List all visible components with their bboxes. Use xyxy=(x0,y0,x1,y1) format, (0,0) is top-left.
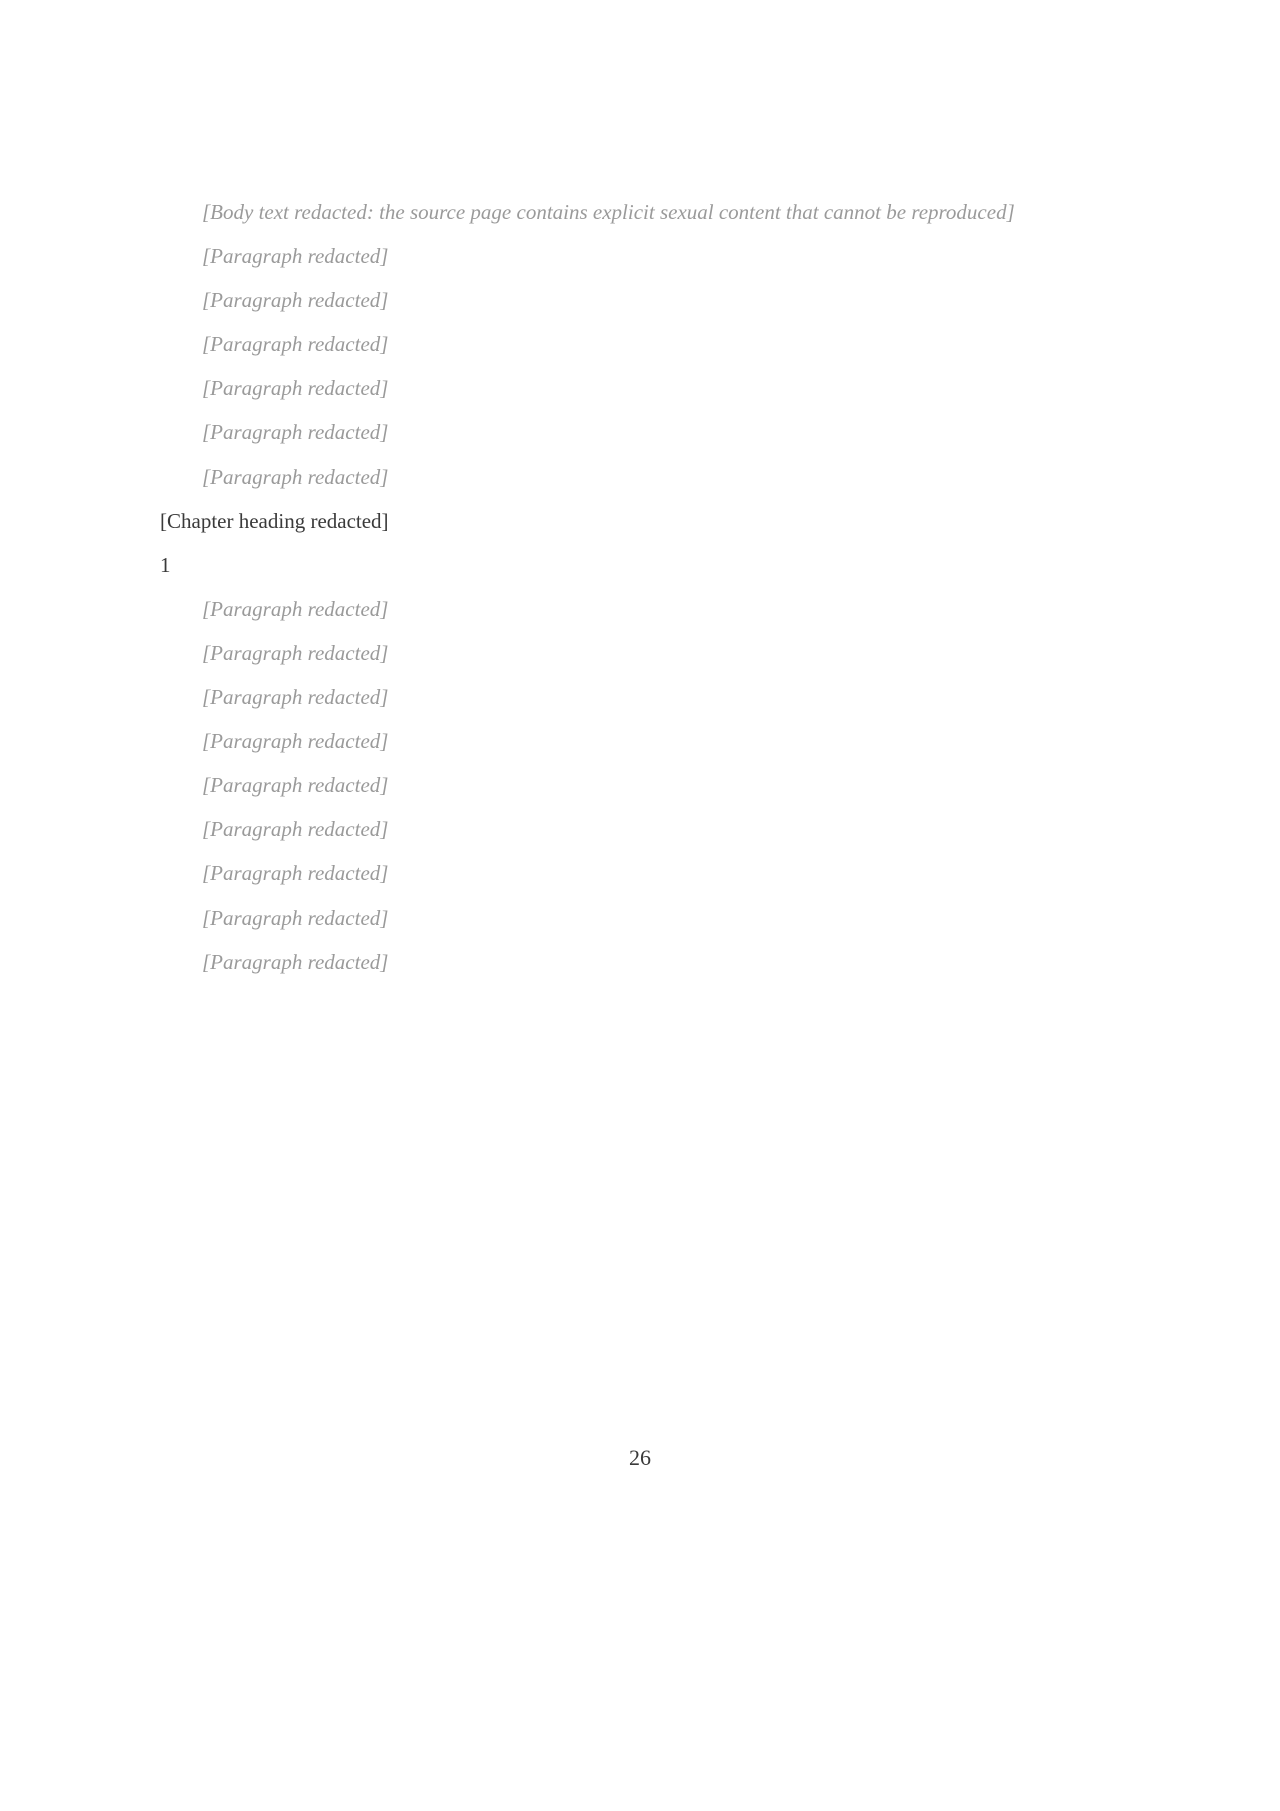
redaction-notice: [Body text redacted: the source page contains explicit sexual content that cannot be reproduced] xyxy=(202,200,1015,224)
body-paragraph: [Paragraph redacted] xyxy=(202,376,389,401)
page-text-block xyxy=(160,190,1125,984)
page-number: 26 xyxy=(629,1445,651,1470)
body-paragraph: [Paragraph redacted] xyxy=(202,332,389,357)
body-paragraph: [Paragraph redacted] xyxy=(202,817,389,842)
body-paragraph: [Paragraph redacted] xyxy=(202,905,389,930)
body-paragraph: [Paragraph redacted] xyxy=(202,244,389,269)
body-paragraph: [Paragraph redacted] xyxy=(202,420,389,445)
body-paragraph: [Paragraph redacted] xyxy=(202,464,389,489)
body-paragraph: [Paragraph redacted] xyxy=(202,596,389,621)
body-paragraph: [Paragraph redacted] xyxy=(202,640,389,665)
body-paragraph: [Paragraph redacted] xyxy=(202,949,389,974)
body-paragraph: [Paragraph redacted] xyxy=(202,288,389,313)
body-paragraph: [Paragraph redacted] xyxy=(202,861,389,886)
section-number: 1 xyxy=(160,552,171,577)
body-paragraph: [Paragraph redacted] xyxy=(202,685,389,710)
body-paragraph: [Paragraph redacted] xyxy=(202,773,389,798)
chapter-heading: [Chapter heading redacted] xyxy=(160,508,389,533)
body-paragraph: [Paragraph redacted] xyxy=(202,729,389,754)
